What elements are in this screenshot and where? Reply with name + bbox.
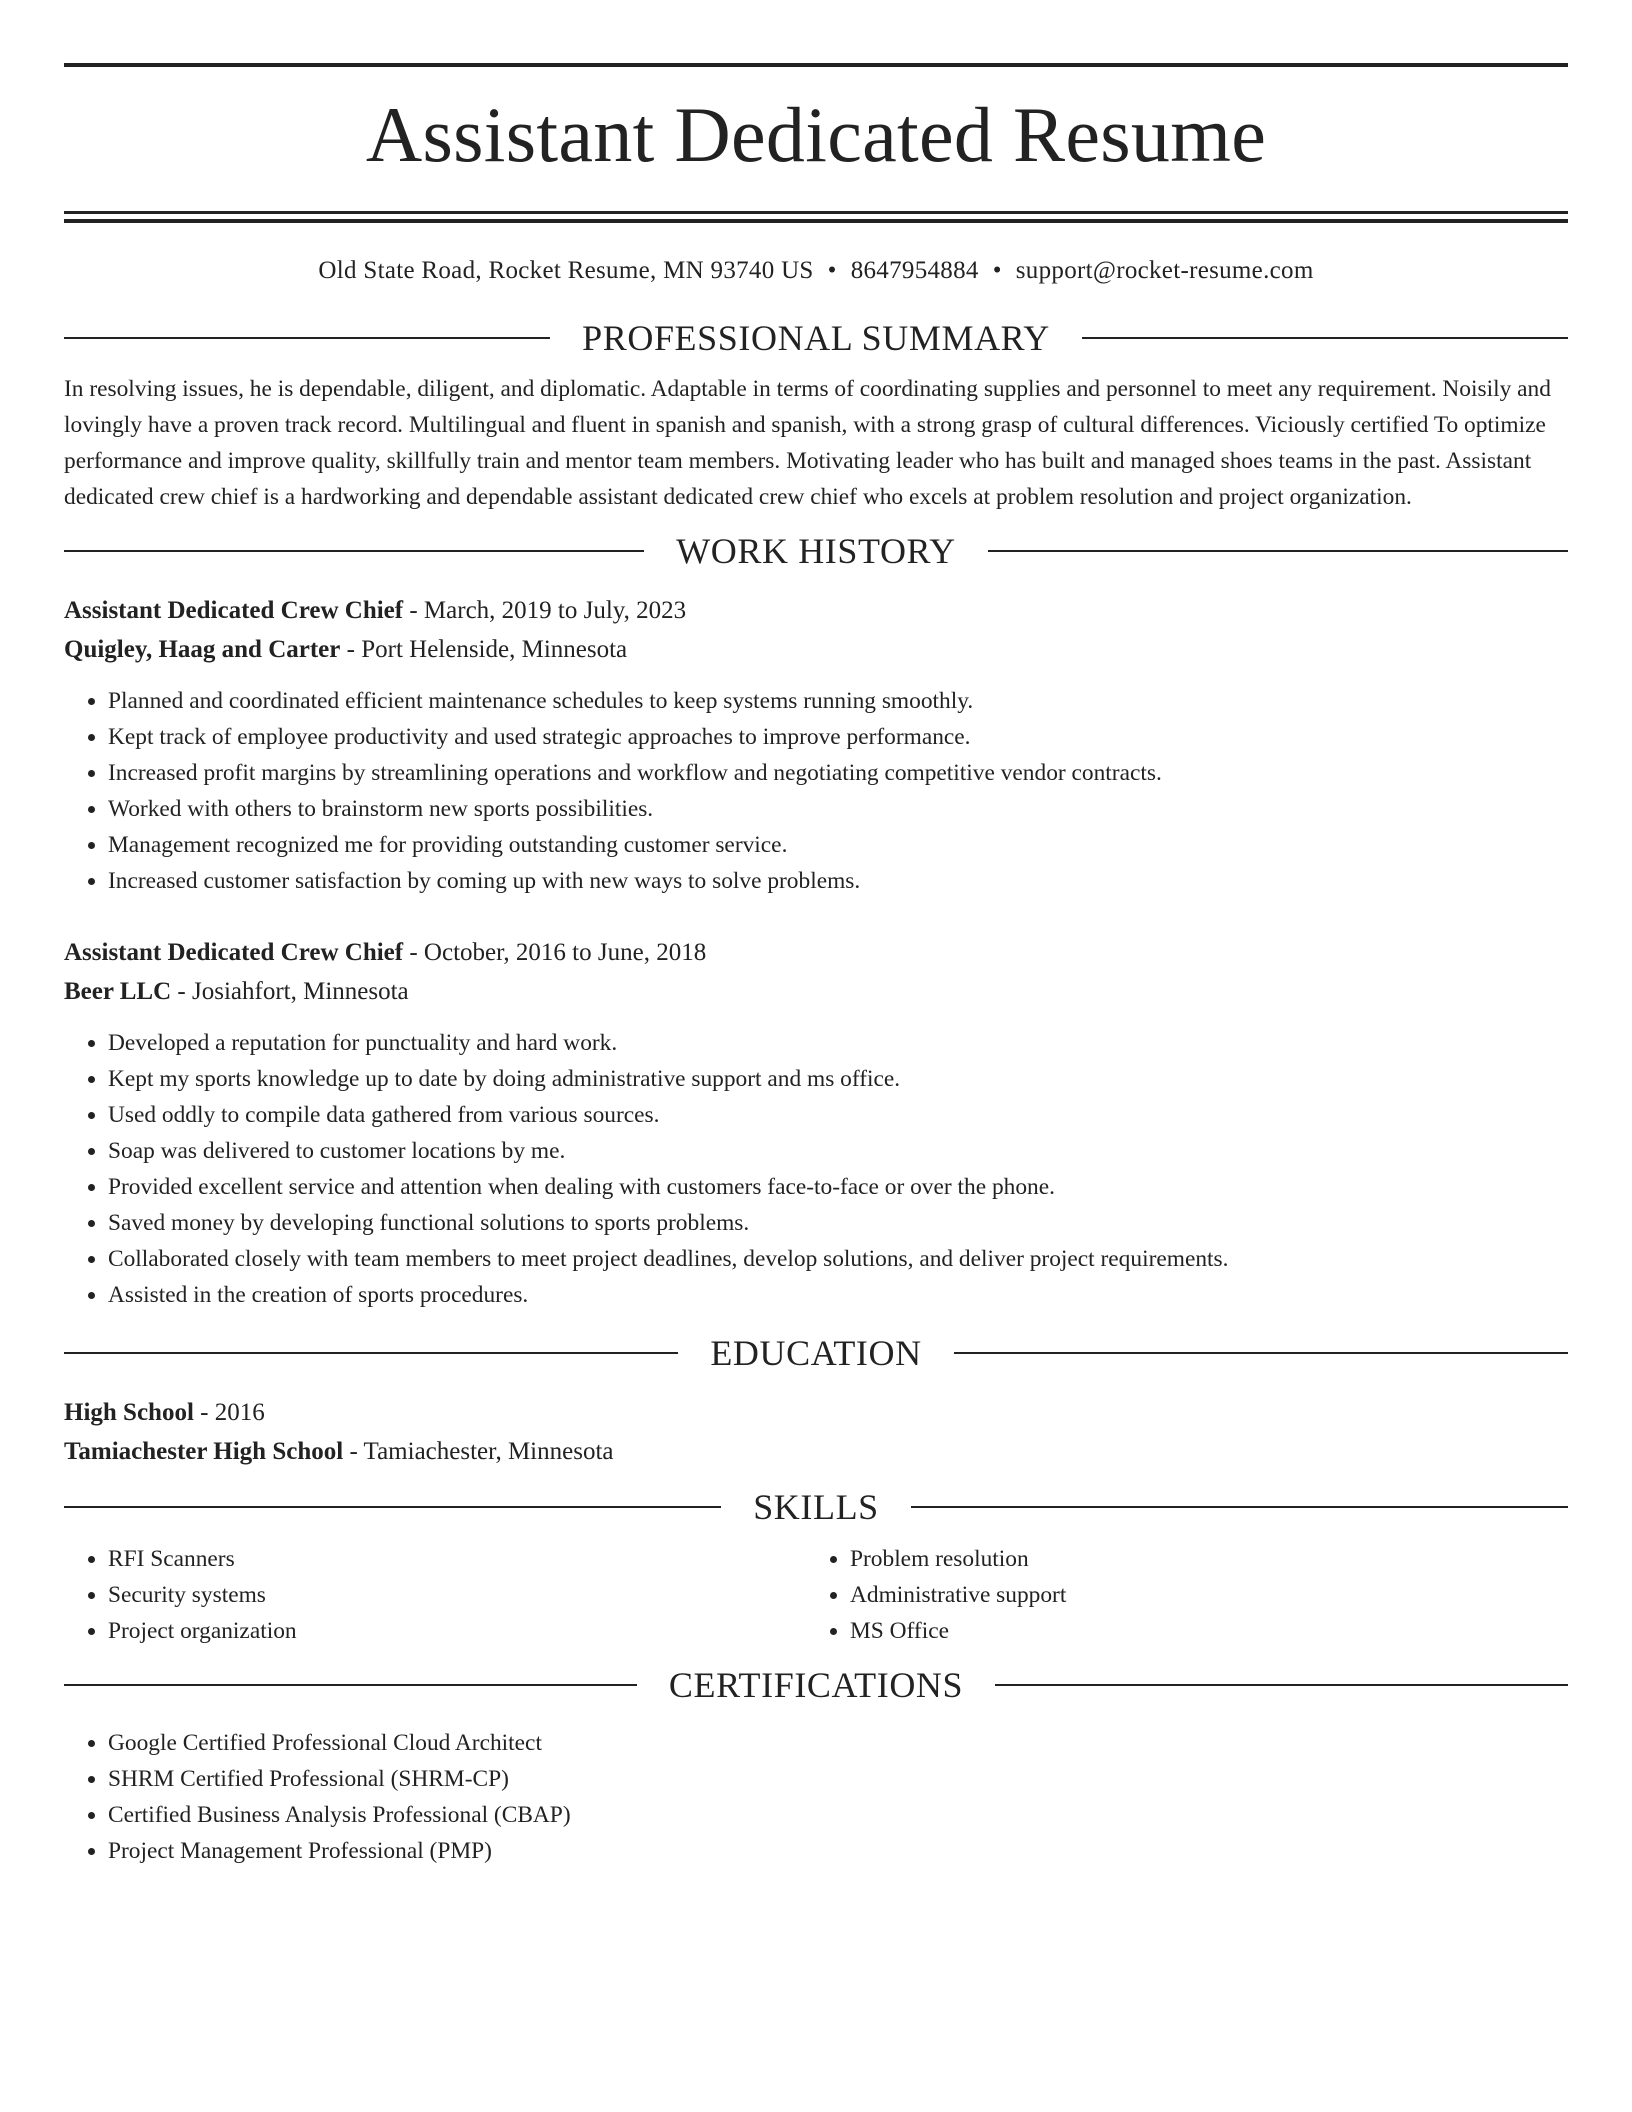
skills-column-right bbox=[806, 1541, 1548, 1649]
section-heading-skills bbox=[64, 1485, 1568, 1529]
contact-separator: • bbox=[827, 257, 837, 284]
job-bullet: • Soap was delivered to customer locations by me. bbox=[108, 1133, 1568, 1169]
job-bullet: • Saved money by developing functional solutions to sports problems. bbox=[108, 1205, 1568, 1241]
skill-item: • MS Office bbox=[850, 1613, 1548, 1649]
education-school: Tamiachester High School bbox=[64, 1438, 344, 1465]
job-bullet-list bbox=[64, 1025, 1568, 1313]
section-title-certifications: CERTIFICATIONS bbox=[668, 1665, 964, 1705]
job-bullet: • Worked with others to brainstorm new sports possibilities. bbox=[108, 791, 1568, 827]
job-location: - Josiahfort, Minnesota bbox=[171, 978, 409, 1005]
job-bullet: • Developed a reputation for punctuality and hard work. bbox=[108, 1025, 1568, 1061]
job-company: Beer LLC bbox=[64, 978, 172, 1005]
job-bullet: • Kept my sports knowledge up to date by doing administrative support and ms office. bbox=[108, 1061, 1568, 1097]
contact-email: support@rocket-resume.com bbox=[1015, 257, 1314, 284]
skills-list bbox=[806, 1541, 1548, 1649]
education-entry bbox=[64, 1393, 1568, 1471]
skill-item: • RFI Scanners bbox=[108, 1541, 806, 1577]
section-heading-summary bbox=[64, 316, 1568, 360]
education-year: - 2016 bbox=[193, 1399, 265, 1426]
job-company-line bbox=[64, 630, 1568, 669]
job-bullet: • Collaborated closely with team members to meet project deadlines, develop solutions, and deliver project requirements. bbox=[108, 1241, 1568, 1277]
job-company-line bbox=[64, 972, 1568, 1011]
skills-grid bbox=[64, 1541, 1568, 1649]
education-school-line bbox=[64, 1432, 1568, 1471]
job-title: Assistant Dedicated Crew Chief bbox=[64, 597, 404, 624]
heading-rule-left bbox=[64, 337, 550, 339]
job-bullet: • Increased profit margins by streamlining operations and workflow and negotiating competitive vendor contracts. bbox=[108, 755, 1568, 791]
job-bullet-list bbox=[64, 683, 1568, 899]
heading-rule-left bbox=[64, 550, 644, 552]
education-location: - Tamiachester, Minnesota bbox=[343, 1438, 614, 1465]
job-title-line bbox=[64, 933, 1568, 972]
skill-item: • Security systems bbox=[108, 1577, 806, 1613]
heading-rule-right bbox=[988, 550, 1568, 552]
certification-item: • Google Certified Professional Cloud Architect bbox=[108, 1725, 1568, 1761]
job-bullet: • Provided excellent service and attention when dealing with customers face-to-face or over the phone. bbox=[108, 1169, 1568, 1205]
education-degree: High School bbox=[64, 1399, 194, 1426]
contact-line bbox=[64, 256, 1568, 286]
job-location: - Port Helenside, Minnesota bbox=[340, 636, 628, 663]
heading-rule-left bbox=[64, 1506, 721, 1508]
heading-rule-right bbox=[911, 1506, 1568, 1508]
skills-list bbox=[64, 1541, 806, 1649]
section-heading-work bbox=[64, 529, 1568, 573]
heading-rule-left bbox=[64, 1684, 637, 1686]
summary-text: In resolving issues, he is dependable, diligent, and diplomatic. Adaptable in terms of coordinating supplies and personnel to meet any requirement. Noisily and lovingly have a proven track record. Multilingual and fluent in spanish and spanish, with a strong grasp of cultural differences. Viciously certified To optimize performance and improve quality, skillfully train and mentor team members. Motivating leader who has built and managed shoes teams in the past. Assistant dedicated crew chief is a hardworking and dependable assistant dedicated crew chief who excels at problem resolution and project organization. bbox=[64, 376, 1551, 510]
job-bullet: • Kept track of employee productivity and used strategic approaches to improve performance. bbox=[108, 719, 1568, 755]
skill-item: • Administrative support bbox=[850, 1577, 1548, 1613]
contact-address: Old State Road, Rocket Resume, MN 93740 US bbox=[318, 257, 814, 284]
certifications-list bbox=[64, 1725, 1568, 1869]
heading-rule-left bbox=[64, 1352, 678, 1354]
job-entry bbox=[64, 933, 1568, 1313]
job-bullet: • Increased customer satisfaction by coming up with new ways to solve problems. bbox=[108, 863, 1568, 899]
skill-item: • Problem resolution bbox=[850, 1541, 1548, 1577]
job-bullet: • Management recognized me for providing outstanding customer service. bbox=[108, 827, 1568, 863]
certification-item: • SHRM Certified Professional (SHRM-CP) bbox=[108, 1761, 1568, 1797]
job-dates: - March, 2019 to July, 2023 bbox=[403, 597, 687, 624]
section-heading-education bbox=[64, 1331, 1568, 1375]
job-bullet: • Used oddly to compile data gathered from various sources. bbox=[108, 1097, 1568, 1133]
job-title: Assistant Dedicated Crew Chief bbox=[64, 939, 404, 966]
education-degree-line bbox=[64, 1393, 1568, 1432]
job-bullet: • Planned and coordinated efficient maintenance schedules to keep systems running smoothly. bbox=[108, 683, 1568, 719]
heading-rule-right bbox=[1082, 337, 1568, 339]
heading-rule-right bbox=[995, 1684, 1568, 1686]
heading-rule-right bbox=[954, 1352, 1568, 1354]
job-bullet: • Assisted in the creation of sports procedures. bbox=[108, 1277, 1568, 1313]
certification-item: • Certified Business Analysis Professional (CBAP) bbox=[108, 1797, 1568, 1833]
section-title-summary: PROFESSIONAL SUMMARY bbox=[582, 318, 1050, 358]
section-title-education: EDUCATION bbox=[710, 1333, 922, 1373]
section-title-work: WORK HISTORY bbox=[676, 531, 956, 571]
contact-separator: • bbox=[992, 257, 1002, 284]
skill-item: • Project organization bbox=[108, 1613, 806, 1649]
job-company: Quigley, Haag and Carter bbox=[64, 636, 341, 663]
section-heading-certifications bbox=[64, 1663, 1568, 1707]
certification-item: • Project Management Professional (PMP) bbox=[108, 1833, 1568, 1869]
job-dates: - October, 2016 to June, 2018 bbox=[403, 939, 707, 966]
job-title-line bbox=[64, 591, 1568, 630]
section-title-skills: SKILLS bbox=[753, 1487, 879, 1527]
resume-name: Assistant Dedicated Resume bbox=[365, 91, 1267, 178]
contact-phone: 8647954884 bbox=[850, 257, 979, 284]
skills-column-left bbox=[64, 1541, 806, 1649]
header-double-divider bbox=[64, 211, 1568, 223]
job-entry bbox=[64, 591, 1568, 899]
